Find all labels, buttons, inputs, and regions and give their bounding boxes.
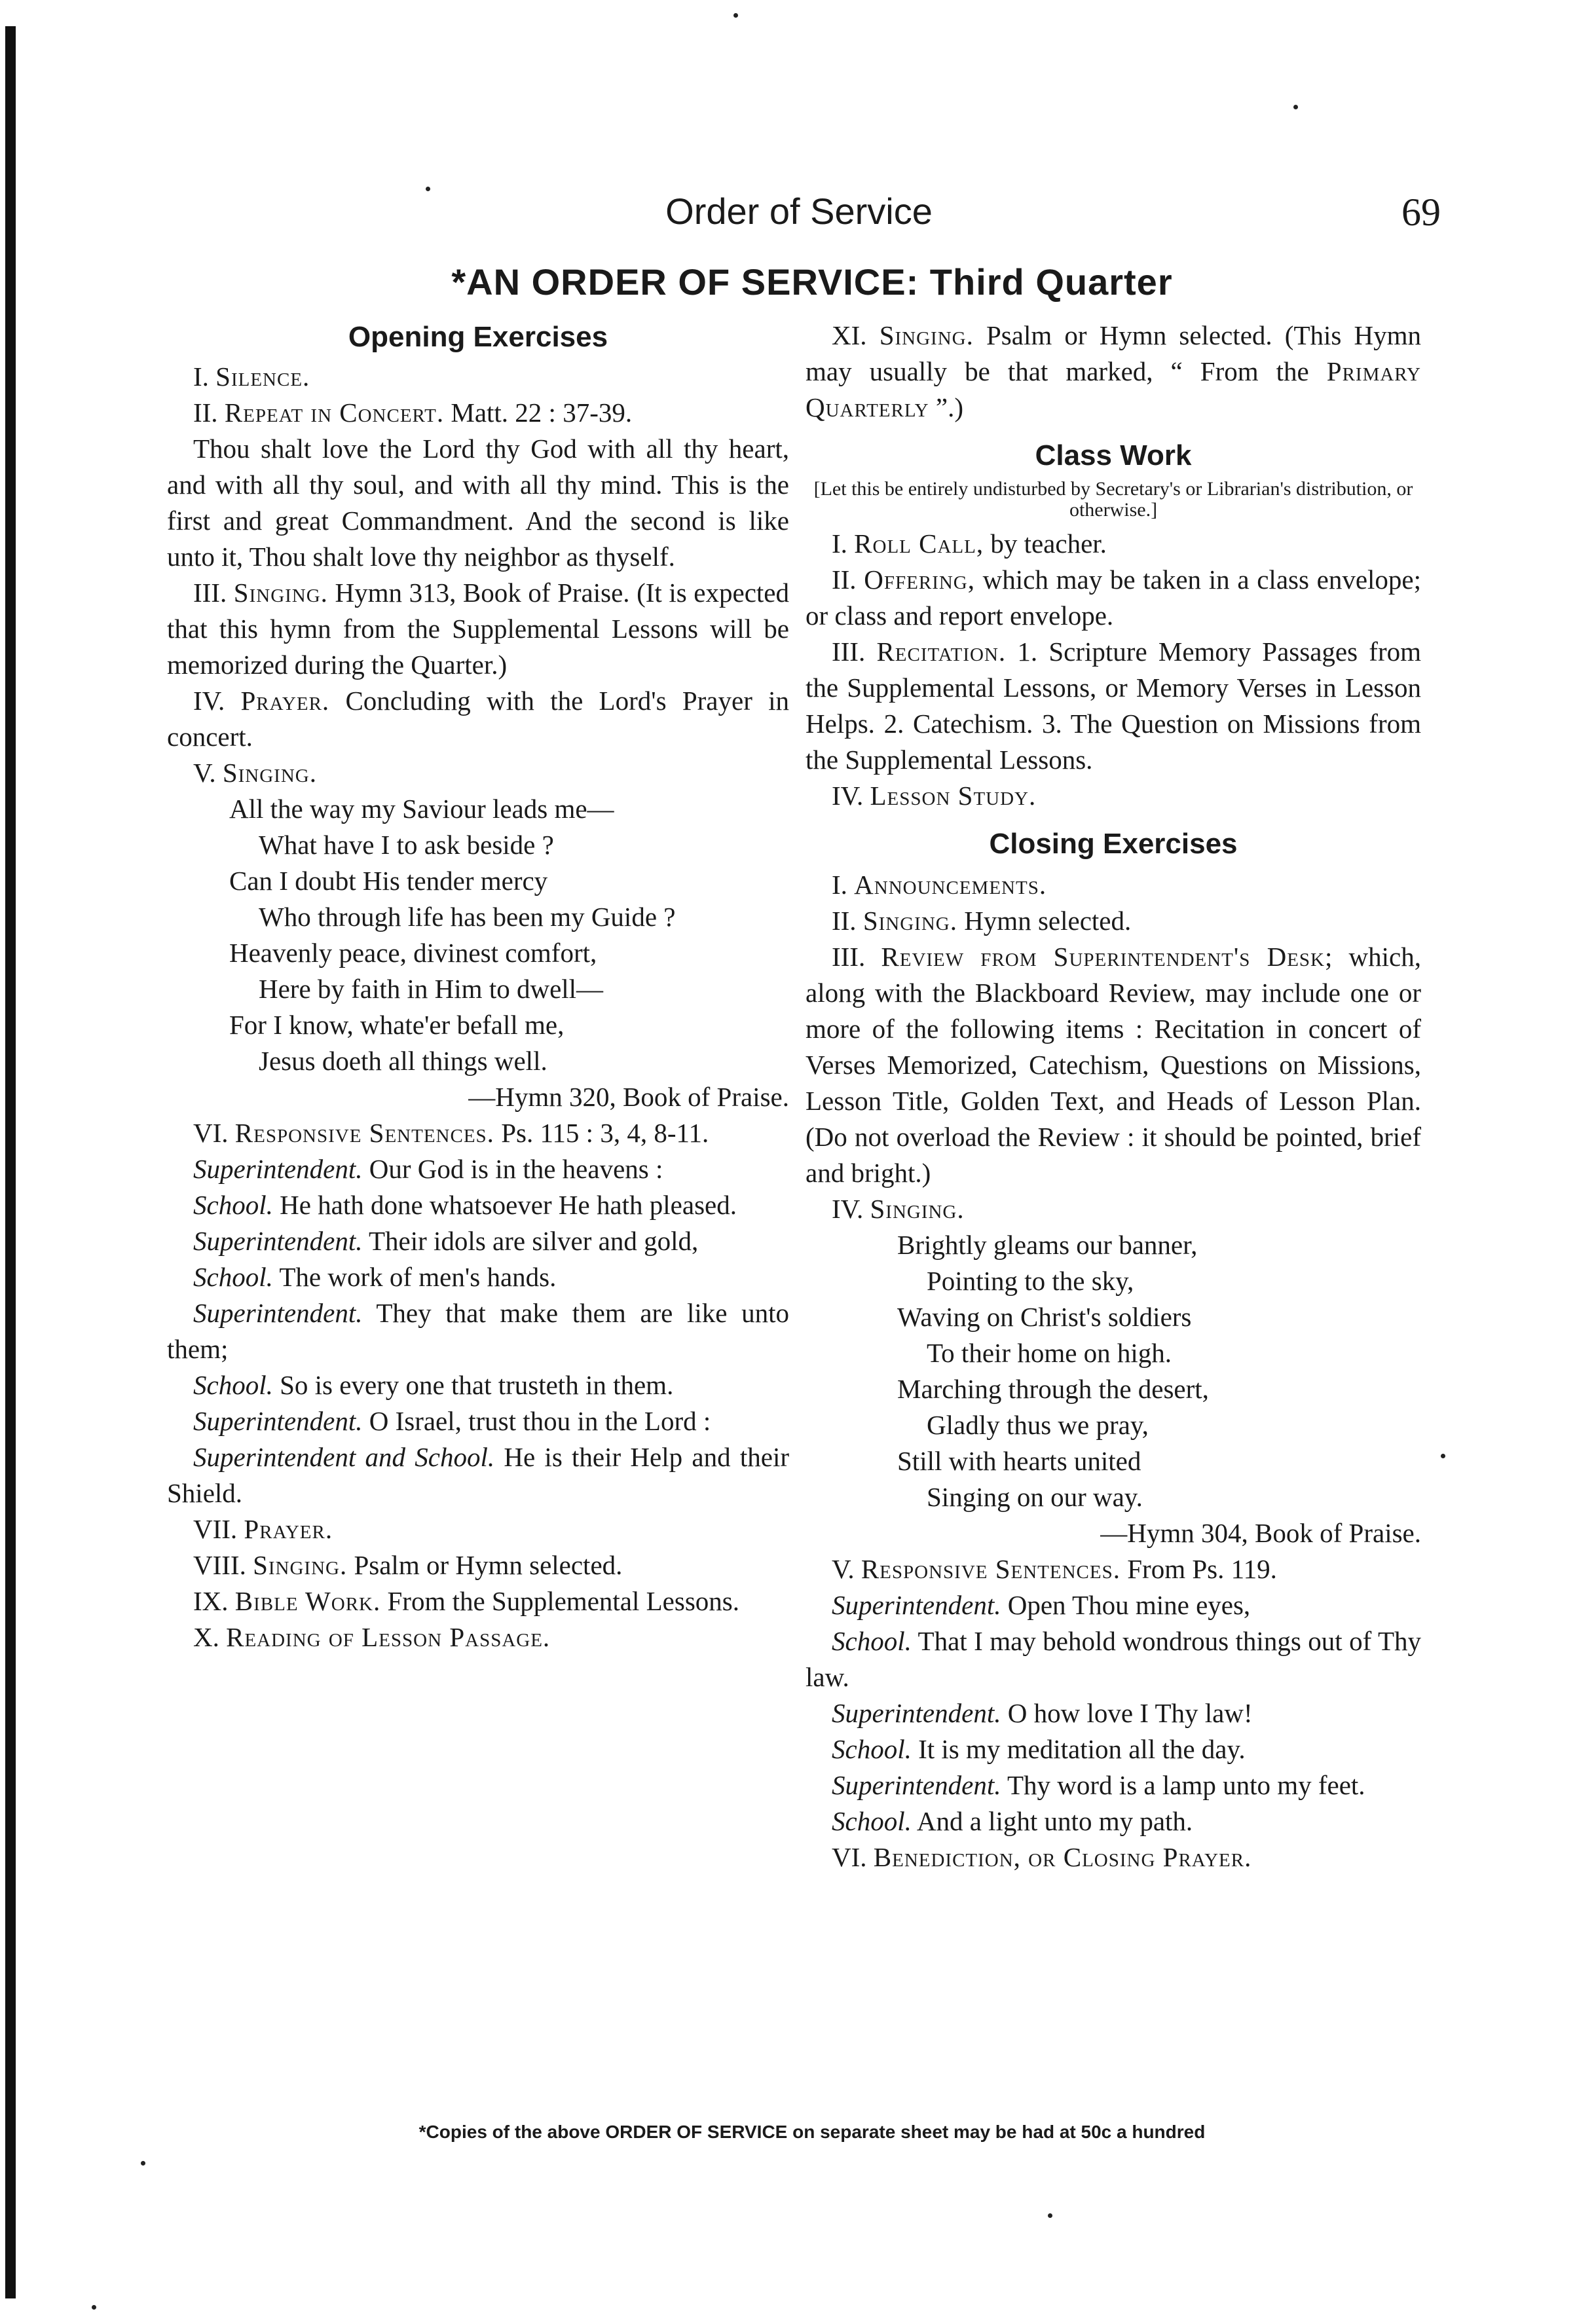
response-text: Thy word is a lamp unto my feet. bbox=[1001, 1770, 1365, 1800]
list-item bbox=[806, 318, 1421, 426]
speaker: Superintendent. bbox=[832, 1698, 1001, 1728]
item-number: I. bbox=[193, 361, 209, 392]
list-item bbox=[806, 562, 1421, 634]
list-item bbox=[806, 634, 1421, 778]
item-label: Prayer. bbox=[244, 1514, 333, 1544]
item-number: IV. bbox=[832, 1194, 864, 1224]
response-text: Open Thou mine eyes, bbox=[1001, 1590, 1251, 1620]
verse-line: What have I to ask beside ? bbox=[259, 830, 554, 860]
hymn-attribution: —Hymn 304, Book of Praise. bbox=[1100, 1518, 1421, 1548]
item-number: V. bbox=[832, 1554, 855, 1584]
right-column bbox=[806, 318, 1421, 1875]
speaker: Superintendent. bbox=[193, 1298, 363, 1328]
speaker: School. bbox=[193, 1262, 273, 1292]
item-label: Offering, bbox=[864, 564, 975, 595]
scripture-passage: Thou shalt love the Lord thy God with all thy heart, and with all thy soul, and with all thy mind. This is the first and great Commandment. And the second is like unto it, Thou shalt love thy neighbor as thyself. bbox=[167, 433, 789, 572]
list-item bbox=[167, 755, 789, 791]
footnote: *Copies of the above ORDER OF SERVICE on separate sheet may be had at 50c a hundred bbox=[418, 2122, 1206, 2142]
list-item bbox=[167, 1619, 789, 1655]
response-text: Their idols are silver and gold, bbox=[362, 1226, 699, 1256]
verse-line: Marching through the desert, bbox=[897, 1374, 1209, 1404]
verse-line: Gladly thus we pray, bbox=[927, 1410, 1149, 1440]
responsive-sentence bbox=[806, 1695, 1421, 1731]
item-number: II. bbox=[832, 564, 857, 595]
item-text: From the Supplemental Lessons. bbox=[380, 1586, 739, 1616]
item-label: Prayer. bbox=[240, 686, 330, 716]
list-item bbox=[167, 1547, 789, 1583]
page-number: 69 bbox=[1401, 191, 1441, 234]
response-text: He hath done whatsoever He hath pleased. bbox=[272, 1190, 737, 1220]
quarterly-title: Primary Quarterly bbox=[806, 356, 1421, 422]
item-number: IV. bbox=[193, 686, 225, 716]
verse-line: Brightly gleams our banner, bbox=[897, 1230, 1198, 1260]
scan-speck bbox=[92, 2305, 96, 2310]
list-item bbox=[806, 1551, 1421, 1587]
item-label: Singing. bbox=[862, 906, 957, 936]
item-text-tail: ”.) bbox=[929, 392, 963, 422]
item-label: Singing. bbox=[870, 1194, 965, 1224]
verse-line: Heavenly peace, divinest comfort, bbox=[229, 938, 597, 968]
response-text: It is my meditation all the day. bbox=[911, 1734, 1246, 1764]
item-text: 1. Scripture Memory Passages from the Supplemental Lessons, or Memory Verses in Lesson Helps. 2. Catechism. 3. The Question on Missions from the Supplemental Lessons. bbox=[806, 636, 1421, 775]
responsive-sentence bbox=[806, 1623, 1421, 1695]
verse-line: Can I doubt His tender mercy bbox=[229, 866, 548, 896]
responsive-sentence bbox=[167, 1223, 789, 1259]
left-margin-rule bbox=[5, 26, 16, 2298]
item-number: VI. bbox=[193, 1118, 229, 1148]
item-label: Announcements. bbox=[854, 870, 1047, 900]
item-number: I. bbox=[832, 528, 847, 559]
item-label: Lesson Study. bbox=[870, 781, 1037, 811]
responsive-sentence bbox=[167, 1151, 789, 1187]
item-label: Responsive Sentences. bbox=[234, 1118, 494, 1148]
verse-line: Still with hearts united bbox=[897, 1446, 1141, 1476]
scan-speck bbox=[1441, 1454, 1445, 1458]
item-text: Hymn selected. bbox=[957, 906, 1132, 936]
responsive-sentence bbox=[806, 1803, 1421, 1839]
item-label: Recitation. bbox=[876, 636, 1007, 667]
speaker: School. bbox=[832, 1626, 912, 1656]
verse-line: For I know, whate'er befall me, bbox=[229, 1010, 565, 1040]
list-item bbox=[167, 1511, 789, 1547]
speaker: Superintendent and School. bbox=[193, 1442, 495, 1472]
list-item bbox=[167, 683, 789, 755]
speaker: School. bbox=[832, 1734, 912, 1764]
item-text: From Ps. 119. bbox=[1121, 1554, 1277, 1584]
scan-speck bbox=[1048, 2213, 1052, 2218]
scan-speck bbox=[733, 13, 738, 18]
verse-line: Jesus doeth all things well. bbox=[259, 1046, 547, 1076]
speaker: Superintendent. bbox=[193, 1406, 363, 1436]
item-number: II. bbox=[193, 397, 218, 428]
response-text: And a light unto my path. bbox=[911, 1806, 1193, 1836]
response-text: So is every one that trusteth in them. bbox=[272, 1370, 674, 1400]
response-text: Our God is in the heavens : bbox=[362, 1154, 663, 1184]
item-number: VI. bbox=[832, 1842, 867, 1872]
responsive-sentence bbox=[167, 1439, 789, 1511]
running-title: Order of Service bbox=[665, 191, 933, 232]
list-item bbox=[806, 1839, 1421, 1875]
class-work-heading: Class Work bbox=[1035, 439, 1192, 471]
item-label: Reading of Lesson Passage. bbox=[226, 1622, 551, 1652]
list-item bbox=[167, 1583, 789, 1619]
item-text: by teacher. bbox=[984, 528, 1107, 559]
item-text: Psalm or Hymn selected. bbox=[347, 1550, 623, 1580]
speaker: School. bbox=[193, 1190, 273, 1220]
item-label: Responsive Sentences. bbox=[861, 1554, 1121, 1584]
verse-line: Pointing to the sky, bbox=[927, 1266, 1134, 1296]
opening-exercises-heading: Opening Exercises bbox=[348, 321, 608, 353]
response-text: That I may behold wondrous things out of Thy law. bbox=[806, 1626, 1421, 1692]
item-label: Review from Superintendent's Desk; bbox=[881, 942, 1333, 972]
item-number: III. bbox=[193, 578, 227, 608]
item-text: Hymn 313, Book of Praise. (It is expected that this hymn from the Supplemental Lessons will be memorized during the Quarter.) bbox=[167, 578, 789, 680]
item-label: Benediction, or Closing Prayer. bbox=[873, 1842, 1252, 1872]
class-work-note: [Let this be entirely undisturbed by Secretary's or Librarian's distribution, or otherwise.] bbox=[813, 478, 1413, 521]
item-number: III. bbox=[832, 636, 866, 667]
verse-line: Here by faith in Him to dwell— bbox=[259, 974, 604, 1004]
item-text: which, along with the Blackboard Review, may include one or more of the following items : Recitation in concert of Verses Memorized, Catechism, Questions on Missions, Lesson Title, Golden Text, and Heads of Lesson Plan. (Do not overload the Review : it should be pointed, brief and bright.) bbox=[806, 942, 1421, 1188]
scan-speck bbox=[1293, 105, 1298, 109]
verse-line: All the way my Saviour leads me— bbox=[229, 794, 614, 824]
verse-line: Who through life has been my Guide ? bbox=[259, 902, 676, 932]
item-number: IX. bbox=[193, 1586, 229, 1616]
item-text: Ps. 115 : 3, 4, 8-11. bbox=[494, 1118, 709, 1148]
scan-speck bbox=[426, 187, 430, 191]
list-item bbox=[806, 867, 1421, 903]
responsive-sentence bbox=[167, 1259, 789, 1295]
item-number: VIII. bbox=[193, 1550, 246, 1580]
list-item bbox=[167, 395, 789, 431]
item-number: III. bbox=[832, 942, 866, 972]
response-text: They that make them are like unto them; bbox=[167, 1298, 789, 1364]
verse-line: Waving on Christ's soldiers bbox=[897, 1302, 1192, 1332]
left-column bbox=[167, 318, 789, 1655]
item-label: Silence. bbox=[215, 361, 310, 392]
item-label: Bible Work. bbox=[234, 1586, 381, 1616]
list-item bbox=[806, 939, 1421, 1191]
item-number: I. bbox=[832, 870, 847, 900]
item-label: Singing. bbox=[879, 320, 974, 350]
item-text: Concluding with the Lord's Prayer in concert. bbox=[167, 686, 789, 752]
verse-line: Singing on our way. bbox=[927, 1482, 1143, 1512]
item-text: Matt. 22 : 37-39. bbox=[444, 397, 633, 428]
item-label: Repeat in Concert. bbox=[224, 397, 445, 428]
item-number: II. bbox=[832, 906, 857, 936]
response-text: He is their Help and their Shield. bbox=[167, 1442, 789, 1508]
responsive-sentence bbox=[167, 1367, 789, 1403]
responsive-sentence bbox=[806, 1587, 1421, 1623]
speaker: Superintendent. bbox=[832, 1770, 1001, 1800]
item-number: V. bbox=[193, 758, 216, 788]
speaker: Superintendent. bbox=[193, 1226, 363, 1256]
response-text: O Israel, trust thou in the Lord : bbox=[362, 1406, 711, 1436]
responsive-sentence bbox=[167, 1187, 789, 1223]
hymn-verse bbox=[806, 1227, 1421, 1515]
list-item bbox=[167, 575, 789, 683]
item-label: Singing. bbox=[253, 1550, 348, 1580]
speaker: Superintendent. bbox=[832, 1590, 1001, 1620]
item-label: Singing. bbox=[222, 758, 317, 788]
speaker: Superintendent. bbox=[193, 1154, 363, 1184]
page-title: *AN ORDER OF SERVICE: Third Quarter bbox=[451, 261, 1173, 303]
scan-speck bbox=[141, 2161, 145, 2166]
item-number: VII. bbox=[193, 1514, 238, 1544]
list-item bbox=[806, 526, 1421, 562]
list-item bbox=[167, 1115, 789, 1151]
item-number: XI. bbox=[832, 320, 867, 350]
closing-exercises-heading: Closing Exercises bbox=[989, 828, 1238, 860]
hymn-verse bbox=[167, 791, 789, 1079]
responsive-sentence bbox=[806, 1767, 1421, 1803]
list-item bbox=[167, 359, 789, 395]
item-number: X. bbox=[193, 1622, 219, 1652]
response-text: O how love I Thy law! bbox=[1001, 1698, 1253, 1728]
hymn-attribution: —Hymn 320, Book of Praise. bbox=[468, 1082, 789, 1112]
responsive-sentence bbox=[806, 1731, 1421, 1767]
verse-line: To their home on high. bbox=[927, 1338, 1172, 1368]
list-item bbox=[806, 903, 1421, 939]
list-item bbox=[806, 1191, 1421, 1227]
responsive-sentence bbox=[167, 1403, 789, 1439]
item-text: which may be taken in a class envelope; or class and report envelope. bbox=[806, 564, 1422, 631]
responsive-sentence bbox=[167, 1295, 789, 1367]
item-label: Roll Call, bbox=[854, 528, 984, 559]
speaker: School. bbox=[832, 1806, 912, 1836]
item-text: Psalm or Hymn selected. (This Hymn may usually be that marked, “ From the bbox=[806, 320, 1422, 386]
list-item bbox=[806, 778, 1421, 814]
item-number: IV. bbox=[832, 781, 864, 811]
response-text: The work of men's hands. bbox=[272, 1262, 557, 1292]
item-label: Singing. bbox=[233, 578, 328, 608]
speaker: School. bbox=[193, 1370, 273, 1400]
